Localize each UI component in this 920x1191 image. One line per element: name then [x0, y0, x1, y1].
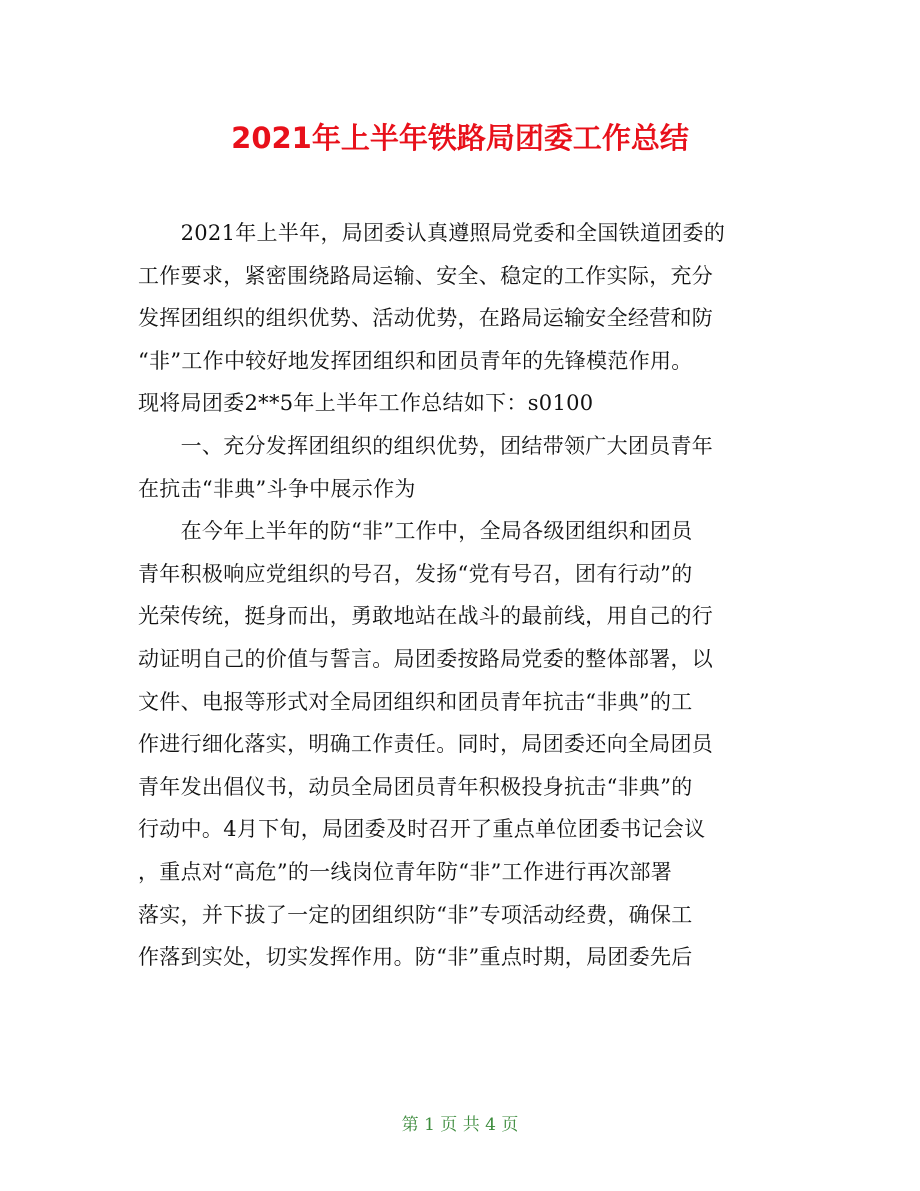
body-line: 现将局团委2**5年上半年工作总结如下：s0100	[138, 391, 594, 416]
body-line: 动证明自己的价值与誓言。局团委按路局党委的整体部署，以	[138, 646, 714, 671]
body-line: 在今年上半年的防“非”工作中，全局各级团组织和团员	[138, 519, 693, 544]
body-line: 一、充分发挥团组织的组织优势，团结带领广大团员青年	[138, 433, 714, 458]
body-line: 光荣传统，挺身而出，勇敢地站在战斗的最前线，用自己的行	[138, 604, 714, 629]
body-line: 作进行细化落实，明确工作责任。同时，局团委还向全局团员	[138, 732, 714, 757]
body-line: 工作要求，紧密围绕路局运输、安全、稳定的工作实际，充分	[138, 263, 714, 288]
body-line: 行动中。4月下旬，局团委及时召开了重点单位团委书记会议	[138, 817, 706, 842]
body-line: 在抗击“非典”斗争中展示作为	[138, 476, 416, 501]
page-footer: 第 1 页 共 4 页	[401, 1115, 519, 1135]
body-line: “非”工作中较好地发挥团组织和团员青年的先锋模范作用。	[138, 348, 693, 373]
body-line: ，重点对“高危”的一线岗位青年防“非”工作进行再次部署	[138, 859, 673, 884]
body-line: 2021年上半年，局团委认真遵照局党委和全国铁道团委的	[138, 221, 726, 245]
body-line: 青年积极响应党组织的号召，发扬“党有号召，团有行动”的	[138, 561, 693, 586]
body-line: 落实，并下拔了一定的团组织防“非”专项活动经费，确保工	[138, 902, 693, 927]
body-line: 青年发出倡仪书，动员全局团员青年积极投身抗击“非典”的	[138, 774, 693, 799]
body-line: 作落到实处，切实发挥作用。防“非”重点时期，局团委先后	[138, 945, 693, 970]
document-body	[138, 212, 788, 979]
document-title: 2021年上半年铁路局团委工作总结	[231, 121, 689, 155]
body-line: 发挥团组织的组织优势、活动优势，在路局运输安全经营和防	[138, 306, 714, 331]
body-line: 文件、电报等形式对全局团组织和团员青年抗击“非典”的工	[138, 689, 693, 714]
